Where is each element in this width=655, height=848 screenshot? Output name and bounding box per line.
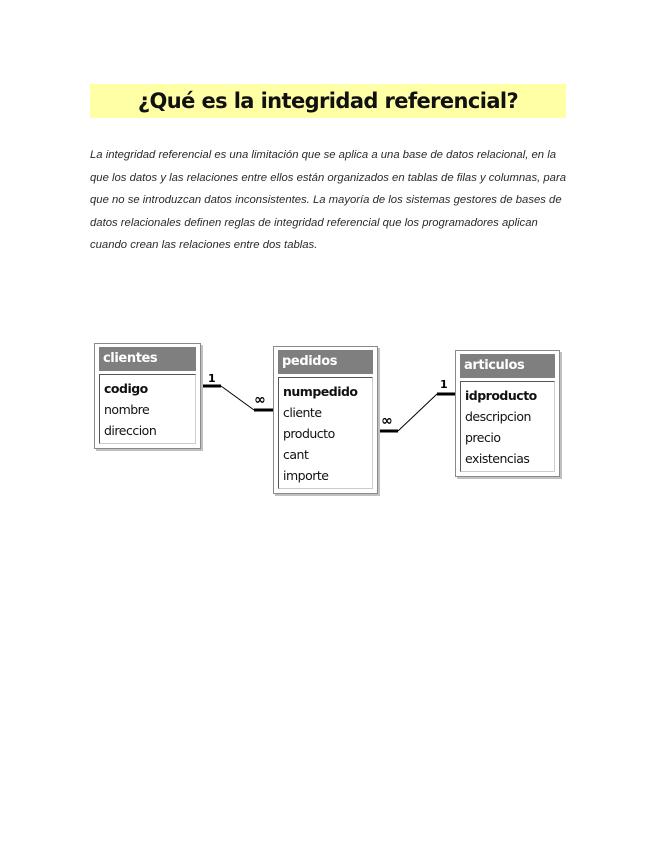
field-item[interactable]: codigo — [104, 381, 148, 396]
intro-paragraph: La integridad referencial es una limitación que se aplica a una base de datos relacional, en la que los datos y las relaciones entre ellos están organizados en tablas de filas y columnas, para que no se introduzcan datos inconsistentes. La mayoría de los sistemas gestores de bases de datos relacionales definen reglas de integridad referencial que los programadores aplican cuando crean las relaciones entre dos tablas. — [90, 149, 567, 252]
field-item[interactable]: precio — [465, 430, 501, 445]
field-item[interactable]: cliente — [283, 405, 322, 420]
table-header[interactable]: articulos — [460, 354, 555, 378]
relation-one-label: 1 — [208, 372, 216, 385]
relation-many-label: ∞ — [254, 392, 266, 408]
field-list — [99, 374, 196, 444]
field-item[interactable]: direccion — [104, 423, 157, 438]
field-list — [460, 381, 555, 472]
table-header[interactable]: clientes — [99, 347, 196, 371]
field-item[interactable]: importe — [283, 468, 329, 483]
field-item[interactable]: producto — [283, 426, 335, 441]
field-item[interactable]: idproducto — [465, 388, 537, 403]
page-title: ¿Qué es la integridad referencial? — [137, 89, 519, 113]
title-band — [90, 84, 566, 118]
field-item[interactable]: nombre — [104, 402, 150, 417]
field-item[interactable]: descripcion — [465, 409, 531, 424]
field-item[interactable]: cant — [283, 447, 309, 462]
field-item[interactable]: existencias — [465, 451, 530, 466]
table-pedidos[interactable] — [273, 346, 378, 494]
relation-many-label: ∞ — [381, 413, 393, 429]
field-item[interactable]: numpedido — [283, 384, 358, 399]
table-articulos[interactable] — [455, 350, 560, 477]
table-clientes[interactable] — [94, 343, 201, 449]
relation-one-label: 1 — [440, 378, 448, 391]
field-list — [278, 377, 373, 489]
table-header[interactable]: pedidos — [278, 350, 373, 374]
